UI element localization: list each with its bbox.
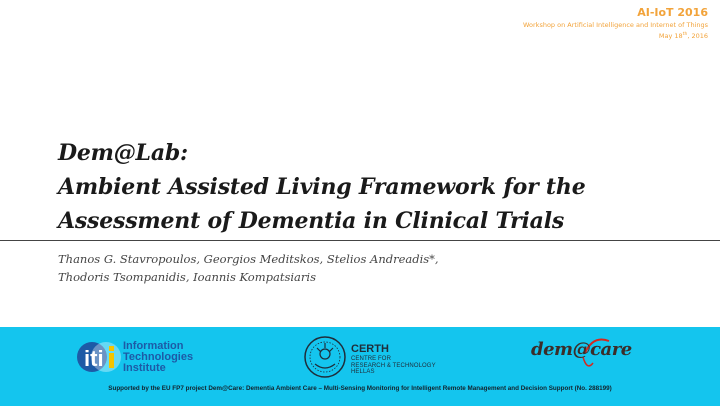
iti-line-1: Information (123, 339, 184, 352)
title-line-2: Ambient Assisted Living Framework for the (58, 174, 586, 200)
certh-logo (303, 334, 436, 385)
conference-header (523, 5, 708, 41)
iti-logo-mark-icon (77, 340, 121, 374)
demcare-wordmark: dem@care (531, 339, 632, 360)
certh-logo-text (351, 343, 436, 376)
iti-line-2: Technologies (123, 350, 194, 363)
date-suffix: th (682, 32, 688, 37)
iti-mark-letters: iti (84, 346, 104, 371)
certh-line-3: HELLAS (351, 369, 375, 376)
date-year: , 2016 (687, 32, 708, 41)
certh-subtitle (351, 356, 436, 376)
title-divider (0, 240, 720, 241)
iti-line-3: Institute (123, 361, 166, 374)
iti-logo-text (123, 341, 193, 374)
demcare-logo (527, 333, 647, 375)
workshop-name: Workshop on Artificial Intelligence and Internet of Things (522, 21, 708, 29)
iti-logo (77, 340, 193, 374)
certh-name: CERTH (351, 343, 389, 356)
authors-line-2: Thodoris Tsompanidis, Ioannis Kompatsiaris (58, 270, 316, 284)
slide-title (58, 136, 586, 238)
funding-notice: Supported by the EU FP7 project Dem@Care: Dementia Ambient Care – Multi-Sensing Monitoring for Intelligent Remote Management and Decision Support (No. 288199) (108, 385, 612, 392)
certh-emblem-icon (303, 334, 347, 385)
conference-name: AI-IoT 2016 (637, 6, 708, 19)
date-prefix: May 18 (658, 32, 683, 41)
author-list (58, 250, 439, 286)
certh-line-1: CENTRE FOR (351, 356, 391, 363)
authors-line-1: Thanos G. Stavropoulos, Georgios Meditskos, Stelios Andreadis*, (58, 252, 439, 266)
title-line-1: Dem@Lab: (58, 140, 188, 166)
certh-line-2: RESEARCH & TECHNOLOGY (351, 362, 436, 369)
title-line-3: Assessment of Dementia in Clinical Trials (58, 208, 565, 234)
conference-date (523, 30, 708, 41)
